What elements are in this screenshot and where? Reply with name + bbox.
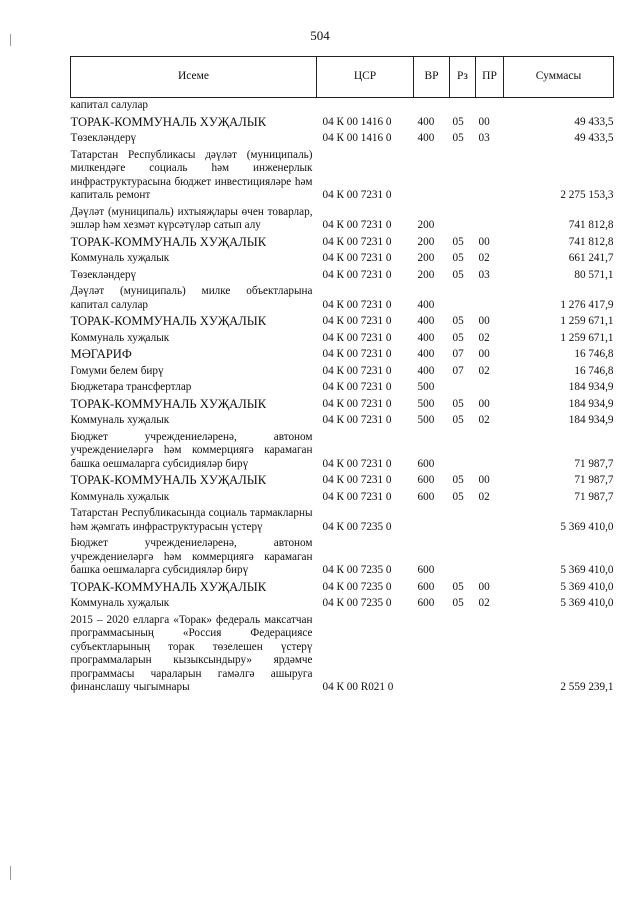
cell-csr: 04 К 00 7231 0 xyxy=(322,298,392,311)
cell-pr: 00 xyxy=(478,115,490,128)
page-number: 504 xyxy=(310,28,330,43)
cell-pr xyxy=(476,284,504,314)
budget-table xyxy=(70,56,614,697)
cell-pr: 02 xyxy=(478,331,490,344)
cell-name: Гомуми белем бирү xyxy=(70,364,164,377)
cell-sum: 741 812,8 xyxy=(568,219,614,231)
cell-pr: 02 xyxy=(478,414,490,426)
cell-name: 2015 – 2020 елларга «Торак» федераль максатчан программасының «Россия Федерациясе субъектларының торак төзелешен үстерү программаларын кызыксындыру» ярдәмче программасы чараларын гамәлгә ашыруга финанслашу чыгымнары xyxy=(70,613,313,693)
cell-pr: 02 xyxy=(478,490,490,503)
cell-vr: 600 xyxy=(417,474,435,486)
cell-sum: 16 746,8 xyxy=(574,348,614,360)
table-row xyxy=(71,364,614,381)
cell-vr: 400 xyxy=(417,315,435,327)
cell-rz: 05 xyxy=(452,235,464,248)
table-row xyxy=(71,397,614,414)
cell-vr: 600 xyxy=(417,597,435,609)
cell-vr: 600 xyxy=(417,580,435,593)
cell-vr: 200 xyxy=(417,268,435,281)
cell-rz: 05 xyxy=(452,597,464,609)
cell-vr: 600 xyxy=(417,457,435,470)
cell-rz: 05 xyxy=(452,414,464,426)
table-row xyxy=(71,115,614,132)
cell-rz xyxy=(450,430,476,474)
cell-csr: 04 К 00 1416 0 xyxy=(322,115,392,128)
header-pr: ПР xyxy=(476,57,504,98)
cell-pr: 00 xyxy=(478,348,490,360)
cell-rz: 05 xyxy=(452,474,464,486)
cell-pr xyxy=(476,205,504,235)
cell-name: Төзекләндерү xyxy=(70,132,137,144)
cell-name: Бюджет учреждениеләренә, автоном учреждениеләргә һәм коммерциягә карамаган башка оешмаларга субсидияләр бирү xyxy=(70,430,313,470)
cell-rz: 05 xyxy=(452,132,464,144)
cell-vr xyxy=(414,148,450,205)
cell-name: Дәүләт (муниципаль) ихтыяҗлары өчен товарлар, эшләр һәм хезмәт күрсәтүләр сатып алу xyxy=(70,205,313,231)
cell-pr: 02 xyxy=(478,252,490,264)
cell-pr: 00 xyxy=(478,315,490,327)
table-body xyxy=(71,98,614,697)
cell-rz: 05 xyxy=(452,580,464,593)
cell-rz: 05 xyxy=(452,115,464,128)
table-row xyxy=(71,235,614,252)
table-row xyxy=(71,613,614,697)
cell-vr xyxy=(414,613,450,697)
cell-pr: 03 xyxy=(478,268,490,281)
cell-rz xyxy=(450,506,476,536)
cell-pr: 00 xyxy=(478,474,490,486)
cell-vr: 500 xyxy=(417,414,435,426)
table-row xyxy=(71,268,614,285)
cell-csr: 04 К 00 7231 0 xyxy=(322,490,392,503)
cell-csr: 04 К 00 1416 0 xyxy=(322,132,392,144)
cell-vr xyxy=(414,98,450,115)
cell-rz: 05 xyxy=(452,490,464,503)
cell-csr: 04 К 00 7231 0 xyxy=(322,252,392,264)
cell-vr: 400 xyxy=(417,348,435,360)
cell-sum xyxy=(504,98,614,115)
cell-csr: 04 К 00 7231 0 xyxy=(322,331,392,344)
cell-pr: 03 xyxy=(478,132,490,144)
cell-vr: 500 xyxy=(417,397,435,410)
cell-name: Коммуналь хуҗалык xyxy=(70,331,170,344)
cell-rz xyxy=(450,284,476,314)
cell-sum: 661 241,7 xyxy=(568,252,614,264)
cell-pr: 00 xyxy=(478,397,490,410)
cell-csr: 04 К 00 7235 0 xyxy=(322,564,392,576)
cell-name: Бюджет учреждениеләренә, автоном учреждениеләргә һәм коммерциягә карамаган башка оешмаларга субсидияләр бирү xyxy=(70,537,313,576)
table-row xyxy=(71,536,614,580)
cell-sum: 49 433,5 xyxy=(574,132,614,144)
cell-sum: 1 276 417,9 xyxy=(560,298,614,311)
cell-csr: 04 К 00 7231 0 xyxy=(322,474,392,486)
cell-sum: 71 987,7 xyxy=(574,457,614,470)
cell-rz: 05 xyxy=(452,252,464,264)
cell-rz xyxy=(450,205,476,235)
table-row xyxy=(71,580,614,597)
cell-name: Коммуналь хуҗалык xyxy=(70,252,170,264)
table-row xyxy=(71,413,614,430)
cell-sum: 2 559 239,1 xyxy=(560,681,614,693)
cell-sum: 16 746,8 xyxy=(574,364,614,377)
cell-name: ТОРАК-КОММУНАЛЬ ХУҖАЛЫК xyxy=(70,396,267,411)
cell-rz: 05 xyxy=(452,268,464,281)
cell-name: Коммуналь хуҗалык xyxy=(70,490,170,503)
cell-name: Төзекләндерү xyxy=(70,268,137,281)
table-row xyxy=(71,251,614,268)
cell-rz xyxy=(450,148,476,205)
cell-vr: 500 xyxy=(417,381,435,393)
cell-pr: 02 xyxy=(478,364,490,377)
cell-csr: 04 К 00 7231 0 xyxy=(322,219,392,231)
cell-vr: 400 xyxy=(417,115,435,128)
cell-pr xyxy=(476,536,504,580)
cell-name: ТОРАК-КОММУНАЛЬ ХУҖАЛЫК xyxy=(70,114,267,129)
cell-rz xyxy=(450,98,476,115)
cell-sum: 5 369 410,0 xyxy=(560,564,614,576)
cell-name: ТОРАК-КОММУНАЛЬ ХУҖАЛЫК xyxy=(70,234,267,249)
cell-rz xyxy=(450,380,476,397)
cell-sum: 71 987,7 xyxy=(574,490,614,503)
cell-pr xyxy=(476,380,504,397)
cell-sum: 5 369 410,0 xyxy=(560,580,614,593)
cell-sum: 184 934,9 xyxy=(568,381,614,393)
cell-csr: 04 К 00 7231 0 xyxy=(322,364,392,377)
cell-rz: 07 xyxy=(452,364,464,377)
table-row xyxy=(71,331,614,348)
cell-sum: 741 812,8 xyxy=(568,235,614,248)
cell-csr xyxy=(317,98,414,115)
cell-sum: 49 433,5 xyxy=(574,115,614,128)
table-row xyxy=(71,131,614,148)
cell-csr: 04 К 00 7231 0 xyxy=(322,315,392,327)
cell-sum: 5 369 410,0 xyxy=(560,520,614,533)
cell-name: МӘГАРИФ xyxy=(70,347,132,361)
cell-csr: 04 К 00 7231 0 xyxy=(322,397,392,410)
cell-vr: 200 xyxy=(417,252,435,264)
cell-pr xyxy=(476,506,504,536)
table-row xyxy=(71,148,614,205)
cell-name: Коммуналь хуҗалык xyxy=(70,414,170,426)
header-vr: ВР xyxy=(414,57,450,98)
table-row xyxy=(71,98,614,115)
cell-csr: 04 К 00 7231 0 xyxy=(322,414,392,426)
cell-pr xyxy=(476,430,504,474)
cell-vr: 600 xyxy=(417,490,435,503)
cell-name: Коммуналь хуҗалык xyxy=(70,597,170,609)
cell-name: Татарстан Республикасы дәүләт (муниципаль) милкендәге социаль һәм инженерлык инфраструктурасына бюджет инвестицияләре һәм капиталь ремонт xyxy=(70,148,313,201)
cell-pr xyxy=(476,98,504,115)
cell-csr: 04 К 00 7231 0 xyxy=(322,457,392,470)
cell-csr: 04 К 00 R021 0 xyxy=(322,681,394,693)
table-header xyxy=(71,57,614,98)
header-rz: Рз xyxy=(450,57,476,98)
cell-sum: 80 571,1 xyxy=(574,268,614,281)
table-row xyxy=(71,380,614,397)
header-name: Исеме xyxy=(71,57,317,98)
left-margin-mark xyxy=(10,34,11,46)
cell-pr xyxy=(476,148,504,205)
table-row xyxy=(71,205,614,235)
cell-vr: 200 xyxy=(417,219,435,231)
table-row xyxy=(71,473,614,490)
cell-name: Бюджетара трансфертлар xyxy=(70,381,192,393)
cell-csr: 04 К 00 7231 0 xyxy=(322,348,392,360)
left-margin-mark xyxy=(10,866,11,880)
cell-csr: 04 К 00 7235 0 xyxy=(322,580,392,593)
cell-pr: 00 xyxy=(478,235,490,248)
cell-pr: 02 xyxy=(478,597,490,609)
cell-sum: 1 259 671,1 xyxy=(560,331,614,344)
header-sum: Суммасы xyxy=(504,57,614,98)
cell-pr: 00 xyxy=(478,580,490,593)
cell-csr: 04 К 00 7235 0 xyxy=(322,520,392,533)
cell-sum: 71 987,7 xyxy=(574,474,614,486)
table-row xyxy=(71,314,614,331)
cell-rz xyxy=(450,536,476,580)
cell-sum: 1 259 671,1 xyxy=(560,315,614,327)
cell-csr: 04 К 00 7231 0 xyxy=(322,381,392,393)
cell-rz: 05 xyxy=(452,397,464,410)
table-row xyxy=(71,284,614,314)
cell-csr: 04 К 00 7231 0 xyxy=(322,235,392,248)
cell-name: ТОРАК-КОММУНАЛЬ ХУҖАЛЫК xyxy=(70,579,267,594)
cell-pr xyxy=(476,613,504,697)
cell-sum: 2 275 153,3 xyxy=(560,189,614,201)
header-csr: ЦСР xyxy=(317,57,414,98)
cell-vr: 400 xyxy=(417,298,435,311)
table-row xyxy=(71,596,614,613)
table-row xyxy=(71,506,614,536)
cell-rz: 05 xyxy=(452,315,464,327)
cell-csr: 04 К 00 7231 0 xyxy=(322,268,392,281)
table-row xyxy=(71,490,614,507)
cell-sum: 184 934,9 xyxy=(568,397,614,410)
cell-rz: 05 xyxy=(452,331,464,344)
cell-vr: 400 xyxy=(417,331,435,344)
cell-name: капитал салулар xyxy=(70,99,149,111)
cell-vr: 400 xyxy=(417,132,435,144)
cell-csr: 04 К 00 7235 0 xyxy=(322,597,392,609)
cell-rz: 07 xyxy=(452,348,464,360)
cell-vr xyxy=(414,506,450,536)
cell-vr: 200 xyxy=(417,235,435,248)
table-row xyxy=(71,430,614,474)
cell-sum: 184 934,9 xyxy=(568,414,614,426)
cell-rz xyxy=(450,613,476,697)
cell-csr: 04 К 00 7231 0 xyxy=(322,189,392,201)
cell-name: Татарстан Республикасында социаль тармакларны һәм җәмгать инфраструктурасын үстерү xyxy=(70,507,313,533)
cell-vr: 400 xyxy=(417,364,435,377)
cell-vr: 600 xyxy=(417,564,435,576)
cell-sum: 5 369 410,0 xyxy=(560,597,614,609)
cell-name: ТОРАК-КОММУНАЛЬ ХУҖАЛЫК xyxy=(70,314,267,328)
table-row xyxy=(71,347,614,364)
cell-name: ТОРАК-КОММУНАЛЬ ХУҖАЛЫК xyxy=(70,473,267,487)
cell-name: Дәүләт (муниципаль) милке объектларына капитал салулар xyxy=(70,285,313,311)
